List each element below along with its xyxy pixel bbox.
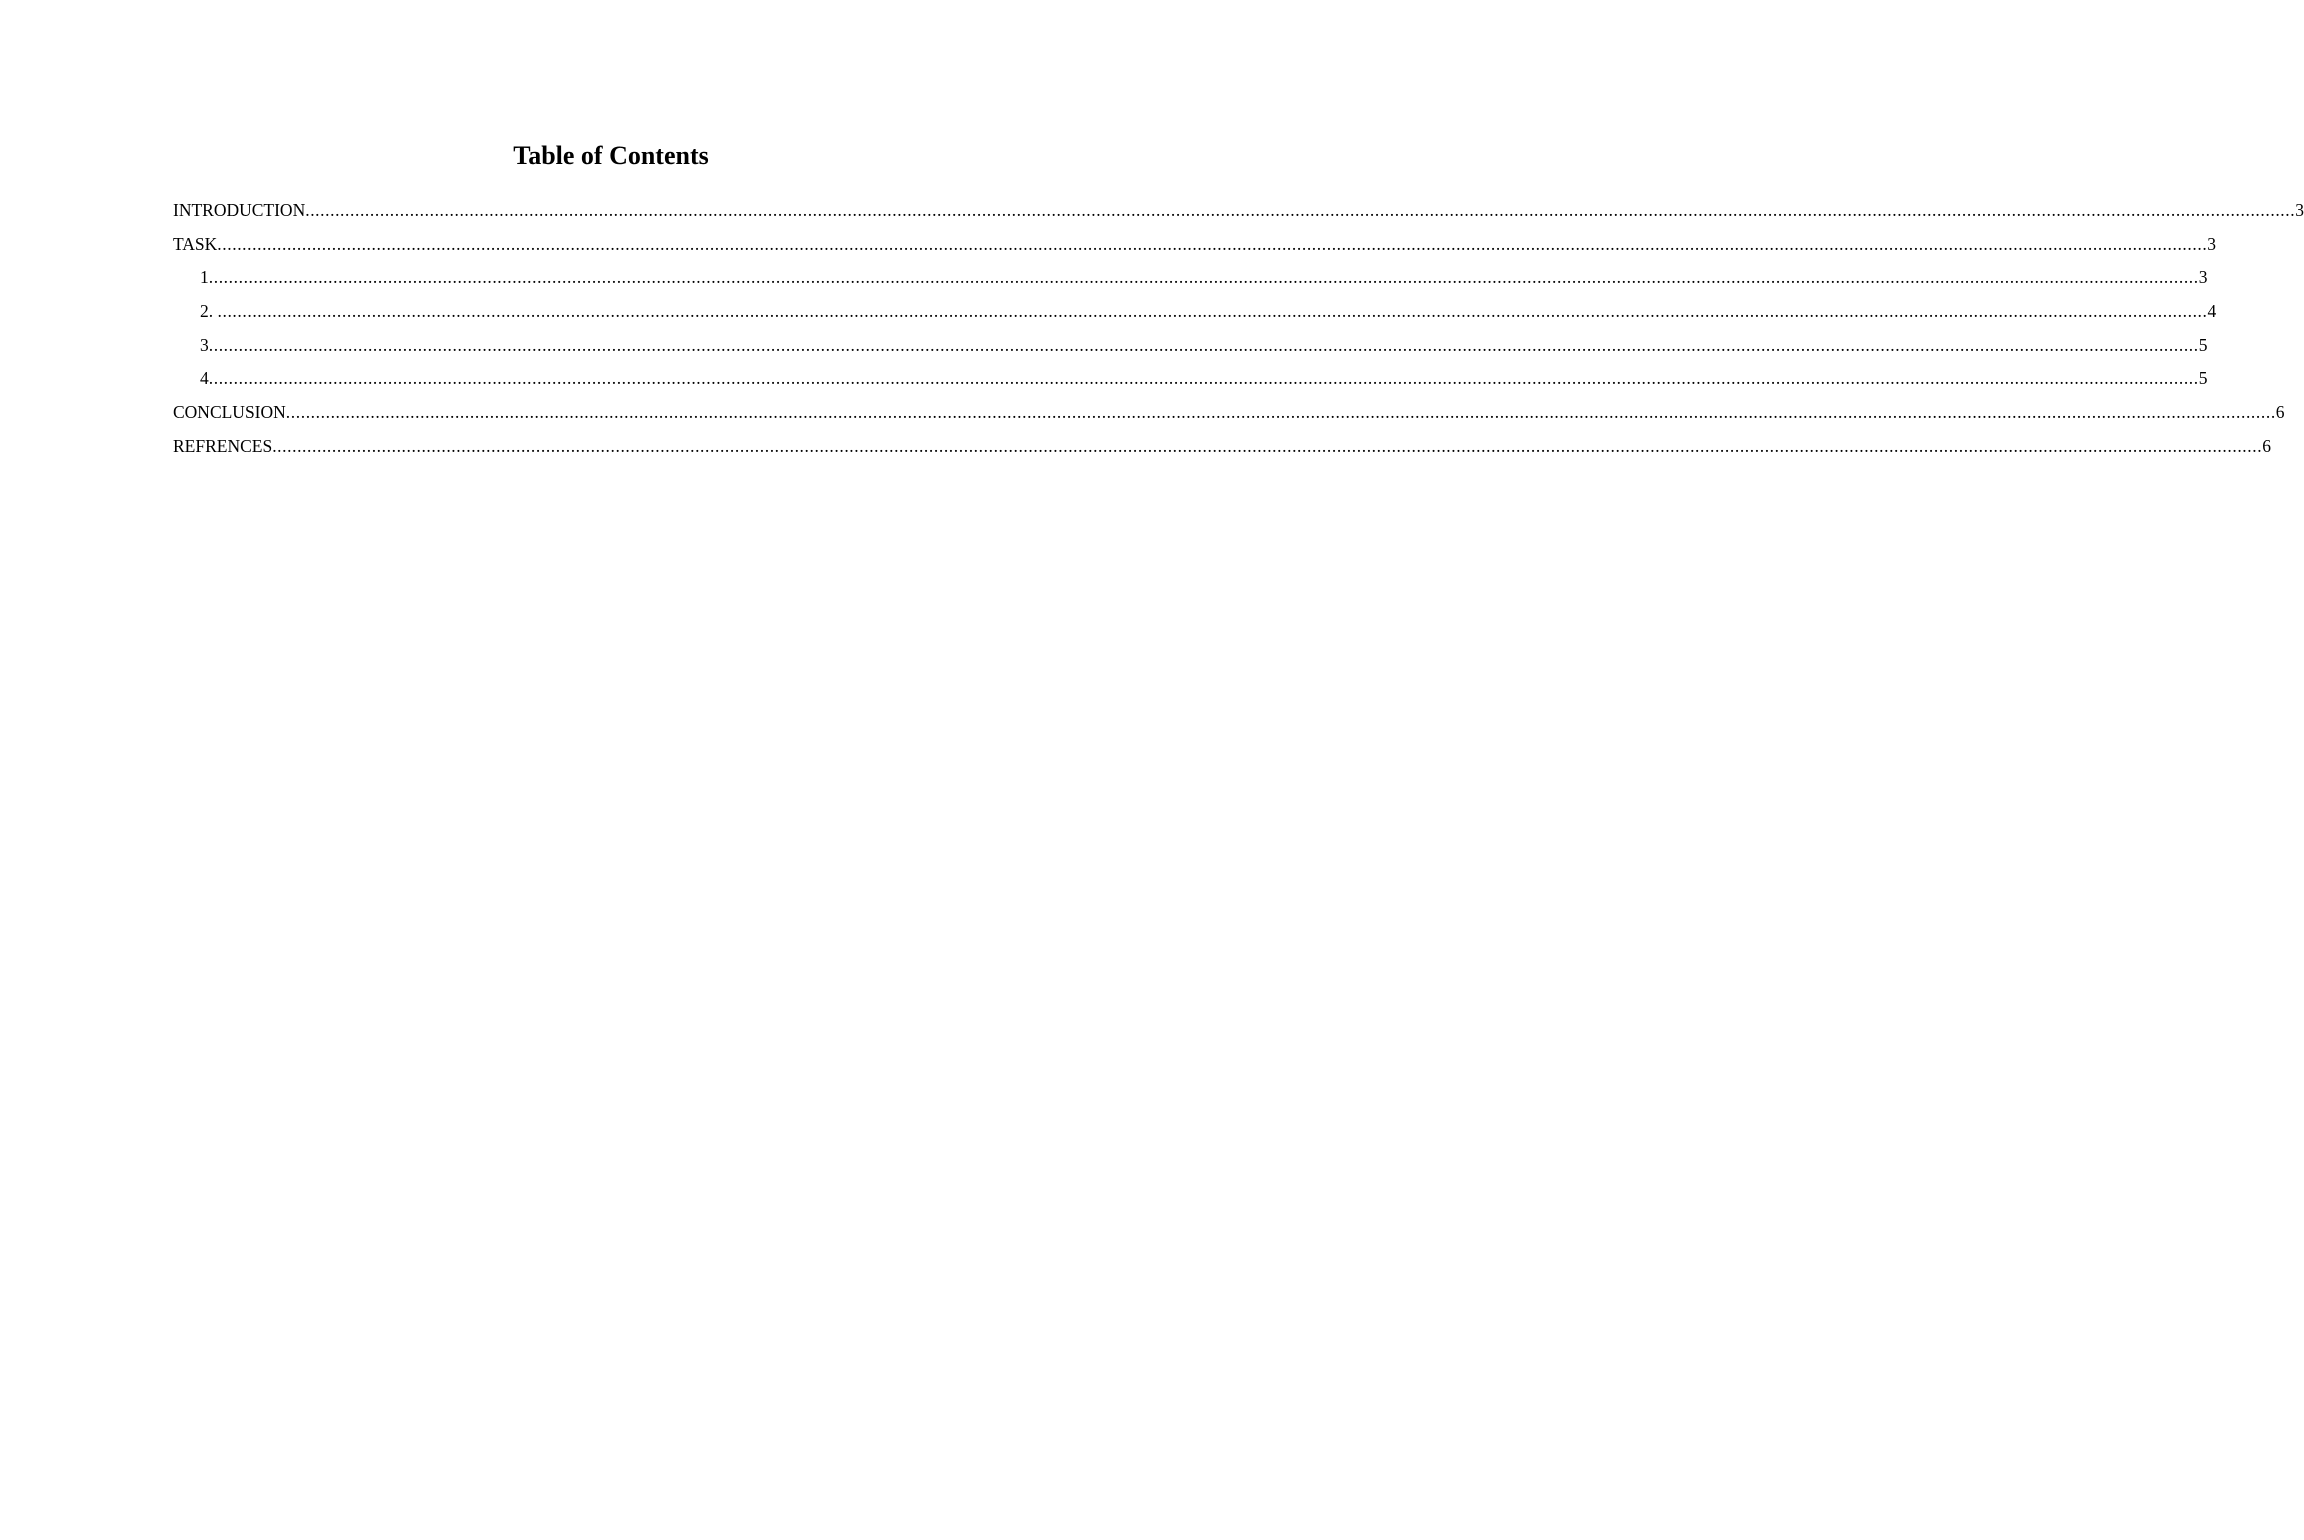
- toc-entry-label: 3: [200, 334, 209, 355]
- toc-title: Table of Contents: [513, 141, 709, 170]
- toc-entry-page: 5: [2198, 334, 2208, 355]
- toc-entry-label: 1: [200, 267, 209, 288]
- toc-entry-task-1[interactable]: [173, 264, 2208, 298]
- toc-dot-leader: ................................................................................................................................................................................................................................................................................................................................................................................................................: [217, 301, 2208, 322]
- toc-dot-leader: ................................................................................................................................................................................................................................................................................................................................................................................................................: [272, 435, 2263, 456]
- toc-entry-task-3[interactable]: [173, 332, 2208, 366]
- toc-entry-task-4[interactable]: [173, 365, 2208, 399]
- toc-entry-page: 3: [2207, 233, 2217, 254]
- toc-dot-leader: ................................................................................................................................................................................................................................................................................................................................................................................................................: [208, 334, 2199, 355]
- toc-entry-label: INTRODUCTION: [173, 200, 306, 220]
- toc-entry-label: TASK: [173, 233, 218, 254]
- toc-list: [173, 197, 2304, 467]
- toc-dot-leader: ................................................................................................................................................................................................................................................................................................................................................................................................................: [285, 402, 2276, 423]
- toc-dot-leader: ................................................................................................................................................................................................................................................................................................................................................................................................................: [208, 267, 2199, 288]
- toc-entry-page: 5: [2198, 368, 2208, 389]
- toc-entry-label: 2.: [200, 301, 218, 322]
- toc-dot-leader: ................................................................................................................................................................................................................................................................................................................................................................................................................: [208, 368, 2199, 389]
- toc-entry-page: 3: [2198, 267, 2208, 288]
- toc-entry-page: 3: [2295, 200, 2304, 220]
- toc-entry-task-2[interactable]: [173, 298, 2217, 332]
- toc-entry-label: CONCLUSION: [173, 402, 286, 423]
- toc-entry-conclusion[interactable]: [173, 399, 2285, 433]
- toc-dot-leader: ................................................................................................................................................................................................................................................................................................................................................................................................................: [217, 233, 2208, 254]
- toc-entry-refrences[interactable]: [173, 433, 2271, 467]
- toc-entry-page: 6: [2262, 435, 2271, 456]
- toc-entry-task[interactable]: [173, 231, 2217, 265]
- toc-dot-leader: ................................................................................................................................................................................................................................................................................................................................................................................................................: [305, 200, 2296, 220]
- toc-entry-label: REFRENCES: [173, 435, 273, 456]
- toc-entry-label: 4: [200, 368, 209, 389]
- toc-entry-page: 6: [2275, 402, 2285, 423]
- toc-entry-introduction[interactable]: [173, 197, 2304, 231]
- toc-entry-page: 4: [2207, 301, 2217, 322]
